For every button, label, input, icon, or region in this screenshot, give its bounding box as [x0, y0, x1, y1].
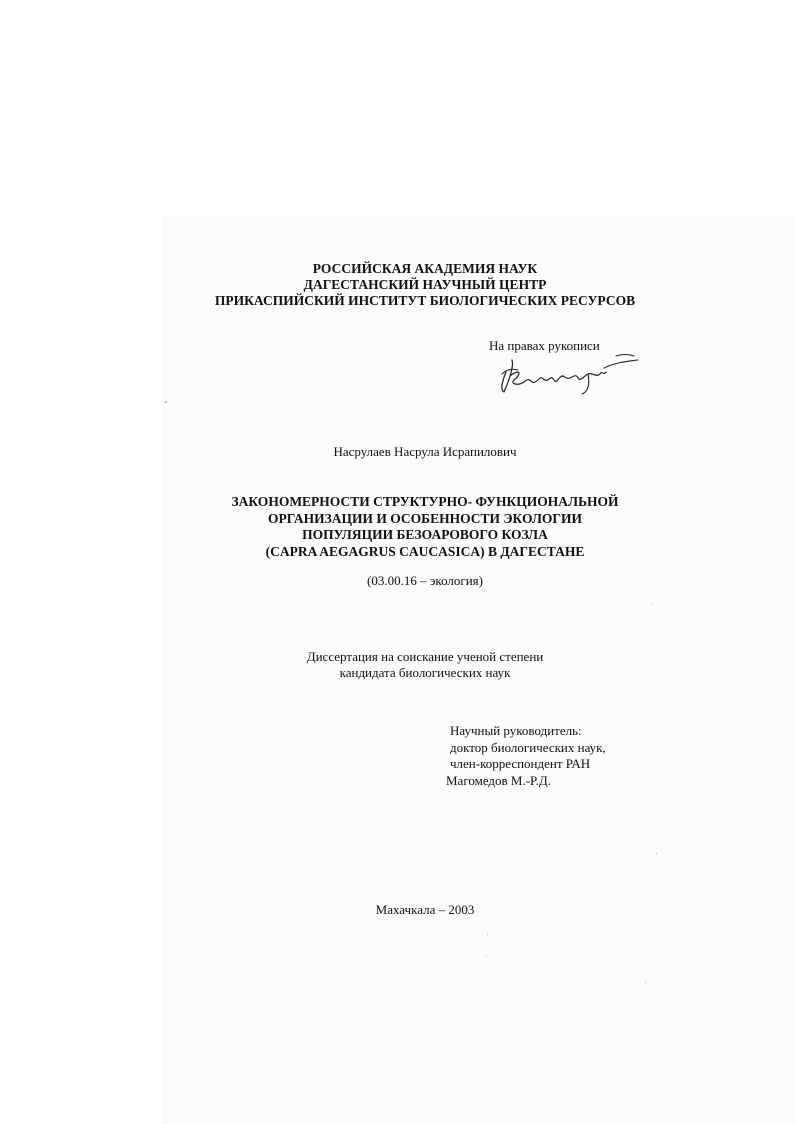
scan-speck [165, 401, 167, 403]
city-and-year: Махачкала – 2003 [375, 902, 475, 917]
manuscript-note: На правах рукописи [489, 338, 600, 353]
scan-speck [656, 853, 657, 854]
handwritten-signature [492, 348, 642, 396]
advisor-degree: доктор биологических наук, [450, 739, 606, 755]
advisor-heading: Научный руководитель: [450, 723, 582, 738]
scan-speck [486, 955, 487, 956]
degree-line-2: кандидата биологических наук [339, 665, 511, 680]
specialty-code: (03.00.16 – экология) [367, 573, 483, 588]
scan-speck [651, 604, 652, 605]
title-line-2: ОРГАНИЗАЦИИ И ОСОБЕННОСТИ ЭКОЛОГИИ [268, 510, 582, 526]
organization-line-academy: РОССИЙСКАЯ АКАДЕМИЯ НАУК [312, 261, 538, 276]
degree-statement [0, 649, 795, 681]
scan-speck [487, 934, 488, 935]
title-line-3: ПОПУЛЯЦИИ БЕЗОАРОВОГО КОЗЛА [302, 527, 548, 542]
title-line-4: (CAPRA AEGAGRUS CAUCASICA) В ДАГЕСТАНЕ [265, 543, 585, 559]
scan-speck [645, 982, 646, 983]
organization-line-center: ДАГЕСТАНСКИЙ НАУЧНЫЙ ЦЕНТР [303, 277, 547, 292]
title-line-1: ЗАКОНОМЕРНОСТИ СТРУКТУРНО- ФУНКЦИОНАЛЬНОЙ [231, 494, 619, 509]
degree-line-1: Диссертация на соискание ученой степени [306, 649, 544, 664]
advisor-name: Магомедов М.-Р.Д. [446, 772, 552, 788]
dissertation-title [0, 494, 795, 560]
organization-header [0, 261, 795, 309]
scientific-advisor [446, 723, 606, 789]
author-name: Насрулаев Насрула Исрапилович [333, 444, 517, 459]
advisor-rank: член-корреспондент РАН [450, 756, 591, 771]
organization-line-institute: ПРИКАСПИЙСКИЙ ИНСТИТУТ БИОЛОГИЧЕСКИХ РЕСУРСОВ [214, 293, 636, 308]
